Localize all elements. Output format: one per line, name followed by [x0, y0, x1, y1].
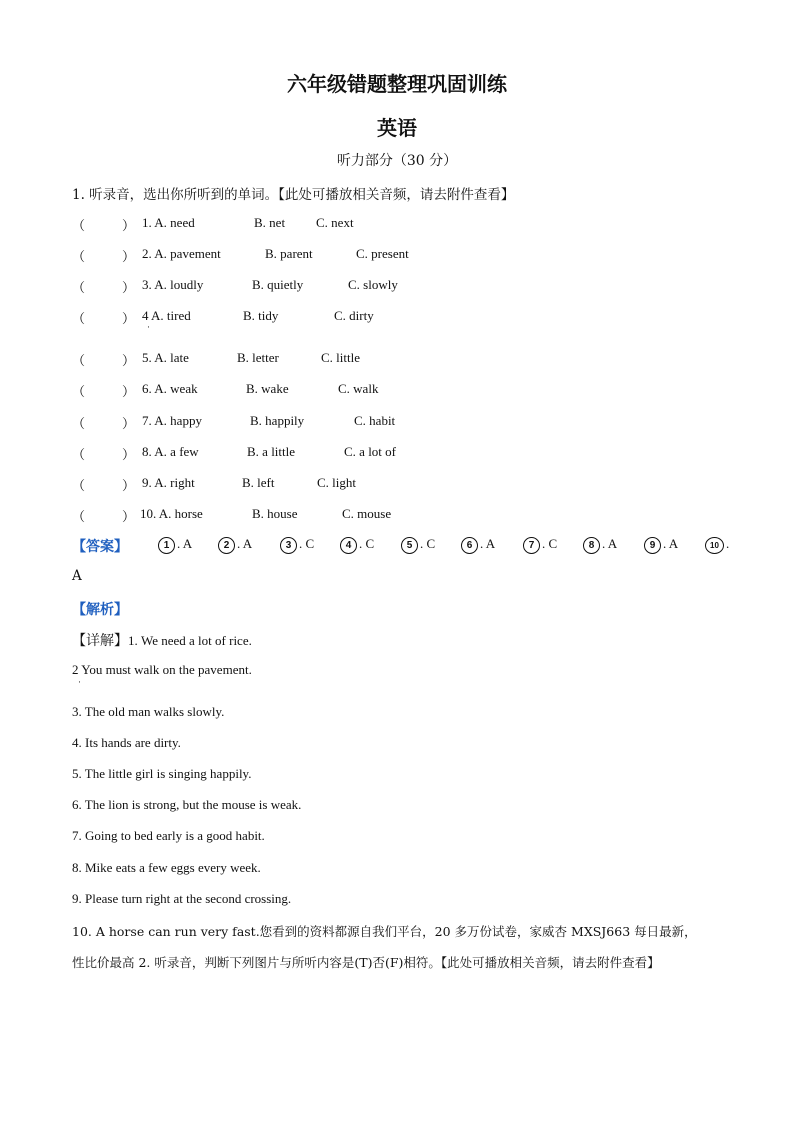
option-c: C. dirty — [334, 308, 374, 323]
answer-paren-right: ） — [122, 478, 136, 493]
analysis-text: 1. We need a lot of rice. — [128, 633, 252, 648]
answer-paren-left[interactable]: （ — [72, 249, 86, 264]
option-c: C. walk — [338, 381, 379, 396]
page-title: 六年级错题整理巩固训练 — [287, 72, 507, 96]
option-b: B. quietly — [252, 277, 304, 292]
answer-item — [218, 536, 252, 554]
answer-value: . C — [359, 536, 375, 551]
answer-paren-left[interactable]: （ — [72, 384, 86, 399]
answer-item — [583, 536, 617, 554]
answer-item — [461, 536, 495, 554]
option-c: C. slowly — [348, 277, 398, 292]
option-b: B. house — [252, 506, 298, 521]
option-c: C. habit — [354, 413, 396, 428]
option-c: C. next — [316, 215, 354, 230]
circled-number: 8 — [583, 537, 600, 554]
circled-number: 4 — [340, 537, 357, 554]
stray-dot: · — [78, 677, 81, 687]
answer-paren-left[interactable]: （ — [72, 416, 86, 431]
circled-number: 10 — [705, 537, 724, 554]
answer-paren-left[interactable]: （ — [72, 280, 86, 295]
answer-paren-left[interactable]: （ — [72, 478, 86, 493]
option-b: B. a little — [247, 444, 296, 459]
detail-label: 【详解】 — [72, 633, 128, 649]
option-a: 7. A. happy — [142, 413, 202, 428]
answer-item — [340, 536, 374, 554]
answer-paren-left[interactable]: （ — [72, 353, 86, 368]
option-a: 2. A. pavement — [142, 246, 221, 261]
answer-paren-right: ） — [122, 384, 136, 399]
circled-number: 1 — [158, 537, 175, 554]
option-c: C. mouse — [342, 506, 392, 521]
answer-value: . — [726, 536, 730, 551]
option-c: C. present — [356, 246, 409, 261]
answer-value: . A — [663, 536, 679, 551]
option-b: B. tidy — [243, 308, 279, 323]
q2-instruction: 性比价最高 2. 听录音，判断下列图片与所听内容是(T)否(F)相符。【此处可播放相关音频，请去附件查看】 — [72, 955, 660, 970]
answer-paren-right: ） — [122, 416, 136, 431]
option-a: 9. A. right — [142, 475, 195, 490]
answer-item — [158, 536, 192, 554]
option-a: 8. A. a few — [142, 444, 199, 459]
answer-value: . A — [177, 536, 193, 551]
analysis-line: 5. The little girl is singing happily. — [72, 766, 252, 781]
analysis-line: 3. The old man walks slowly. — [72, 704, 225, 719]
answer-paren-left[interactable]: （ — [72, 218, 86, 233]
q1-instruction: 1. 听录音，选出你所听到的单词。【此处可播放相关音频，请去附件查看】 — [72, 187, 515, 203]
answer-paren-right: ） — [122, 218, 136, 233]
option-a: 4 A. tired — [142, 308, 191, 323]
answer-item — [523, 536, 557, 554]
answer-wrap: A — [72, 568, 82, 584]
answer-value: . A — [237, 536, 253, 551]
option-a: 3. A. loudly — [142, 277, 204, 292]
answer-value: . C — [299, 536, 315, 551]
circled-number: 3 — [280, 537, 297, 554]
answer-paren-left[interactable]: （ — [72, 509, 86, 524]
option-c: C. little — [321, 350, 360, 365]
analysis-line: 9. Please turn right at the second crossing. — [72, 891, 292, 906]
answer-item — [644, 536, 678, 554]
option-b: B. net — [254, 215, 286, 230]
answer-value: . A — [602, 536, 618, 551]
analysis-line: 8. Mike eats a few eggs every week. — [72, 860, 261, 875]
circled-number: 6 — [461, 537, 478, 554]
answer-paren-right: ） — [122, 509, 136, 524]
option-a: 1. A. need — [142, 215, 195, 230]
stray-dot: · — [147, 322, 150, 332]
circled-number: 2 — [218, 537, 235, 554]
option-b: B. parent — [265, 246, 313, 261]
answer-item — [401, 536, 435, 554]
circled-number: 7 — [523, 537, 540, 554]
subject-title: 英语 — [377, 116, 417, 140]
option-c: C. light — [317, 475, 357, 490]
analysis-line: 4. Its hands are dirty. — [72, 735, 181, 750]
answer-value: . C — [542, 536, 558, 551]
answer-paren-right: ） — [122, 280, 136, 295]
answer-value: . A — [480, 536, 496, 551]
section-heading: 听力部分（30 分） — [336, 153, 458, 169]
option-b: B. letter — [237, 350, 279, 365]
answer-paren-left[interactable]: （ — [72, 447, 86, 462]
answer-paren-right: ） — [122, 447, 136, 462]
answer-paren-right: ） — [122, 311, 136, 326]
analysis-line: 6. The lion is strong, but the mouse is weak. — [72, 797, 302, 812]
option-a: 5. A. late — [142, 350, 189, 365]
analysis-line — [72, 630, 252, 650]
option-a: 10. A. horse — [140, 506, 203, 521]
option-c: C. a lot of — [344, 444, 396, 459]
analysis-line: 2 You must walk on the pavement. — [72, 662, 252, 677]
answer-label: 【答案】 — [72, 539, 128, 555]
answer-value: . C — [420, 536, 436, 551]
answer-paren-right: ） — [122, 353, 136, 368]
answer-item — [705, 536, 729, 554]
circled-number: 5 — [401, 537, 418, 554]
answer-paren-left[interactable]: （ — [72, 311, 86, 326]
option-b: B. left — [242, 475, 275, 490]
option-a: 6. A. weak — [142, 381, 198, 396]
analysis-label: 【解析】 — [72, 602, 128, 618]
circled-number: 9 — [644, 537, 661, 554]
analysis-line: 10. A horse can run very fast.您看到的资料都源自我们平台，20 多万份试卷，家威杏 MXSJ663 每日最新， — [72, 924, 697, 939]
answer-paren-right: ） — [122, 249, 136, 264]
option-b: B. wake — [246, 381, 289, 396]
answer-item — [280, 536, 314, 554]
option-b: B. happily — [250, 413, 305, 428]
analysis-line: 7. Going to bed early is a good habit. — [72, 828, 265, 843]
